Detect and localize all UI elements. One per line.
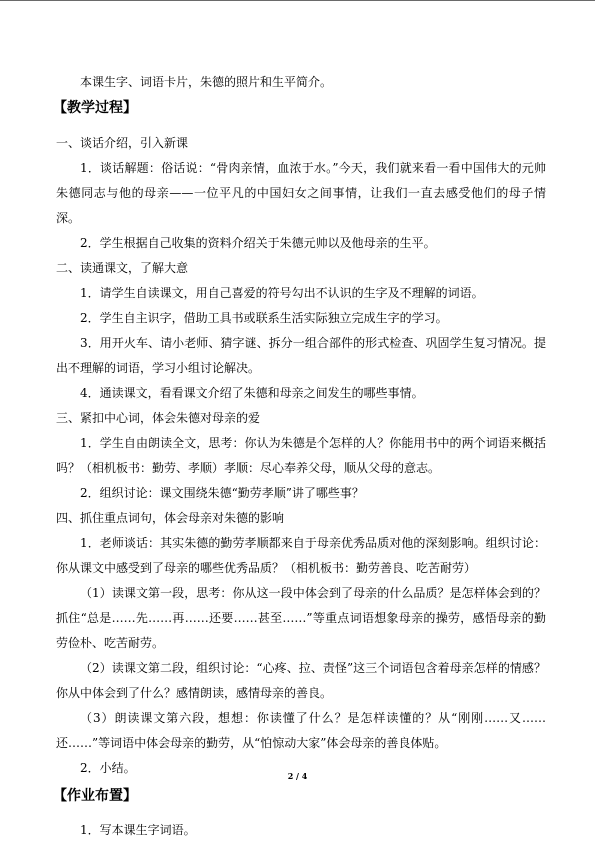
paragraph: （2）读课文第二段，组织讨论：“心疼、拉、责怪”这三个词语包含着母亲怎样的情感？你从中体会到了什么？感情朗读，感情母亲的善良。	[56, 661, 546, 700]
paragraph: 1．谈话解题：俗话说：“骨肉亲情，血浓于水。”今天，我们就来看一看中国伟大的元帅朱德同志与他的母亲——一位平凡的中国妇女之间事情，让我们一直去感受他们的母子情深。	[56, 161, 546, 225]
paragraph: （3）朗读课文第六段，想想：你读懂了什么？是怎样读懂的？从“刚刚……又……还……”等词语中体会母亲的勤劳，从“怕惊动大家”体会母亲的善良体贴。	[56, 711, 546, 750]
paragraph: 4．通读课文，看看课文介绍了朱德和母亲之间发生的哪些事情。	[80, 386, 424, 400]
paragraph: （1）读课文第一段，思考：你从这一段中体会到了母亲的什么品质？是怎样体会到的？抓住“总是……先……再……还要……甚至……”等重点词语想象母亲的操劳，感悟母亲的勤劳俭朴、吃苦耐劳。	[56, 586, 546, 650]
step-heading: 四、抓住重点词句，体会母亲对朱德的影响	[56, 511, 285, 525]
page-number: 2 / 4	[287, 771, 308, 781]
paragraph: 1．学生自由朗读全文，思考：你认为朱德是个怎样的人？你能用书中的两个词语来概括吗？（相机板书：勤劳、孝顺）孝顺：尽心奉养父母，顺从父母的意志。	[56, 436, 546, 475]
step-heading: 一、谈话介绍，引入新课	[56, 136, 189, 150]
step-heading: 三、紧扣中心词，体会朱德对母亲的爱	[56, 411, 261, 425]
paragraph: 1．老师谈话：其实朱德的勤劳孝顺都来自于母亲优秀品质对他的深刻影响。组织讨论：你从课文中感受到了母亲的哪些优秀品质？（相机板书：勤劳善良、吃苦耐劳）	[56, 536, 546, 575]
prep-materials: 本课生字、词语卡片，朱德的照片和生平简介。	[80, 75, 333, 89]
paragraph: 2．组织讨论：课文围绕朱德“勤劳孝顺”讲了哪些事？	[80, 486, 364, 500]
paragraph: 3．用开火车、请小老师、猜字谜、拆分一组合部件的形式检查、巩固学生复习情况。提出不理解的词语，学习小组讨论解决。	[56, 336, 546, 375]
paragraph: 2．学生根据自己收集的资料介绍关于朱德元帅以及他母亲的生平。	[80, 236, 436, 250]
paragraph: 2．小结。	[80, 761, 136, 775]
paragraph: 1．请学生自读课文，用自己喜爱的符号勾出不认识的生字及不理解的词语。	[80, 286, 484, 300]
paragraph: 2．学生自主识字，借助工具书或联系生活实际独立完成生字的学习。	[80, 311, 448, 325]
section-heading-homework: 【作业布置】	[53, 788, 137, 804]
header-rule	[0, 0, 595, 1]
section-heading-process: 【教学过程】	[53, 100, 137, 116]
step-heading: 二、读通课文，了解大意	[56, 261, 189, 275]
document-page	[53, 70, 546, 843]
homework-item: 1．写本课生字词语。	[80, 823, 196, 837]
